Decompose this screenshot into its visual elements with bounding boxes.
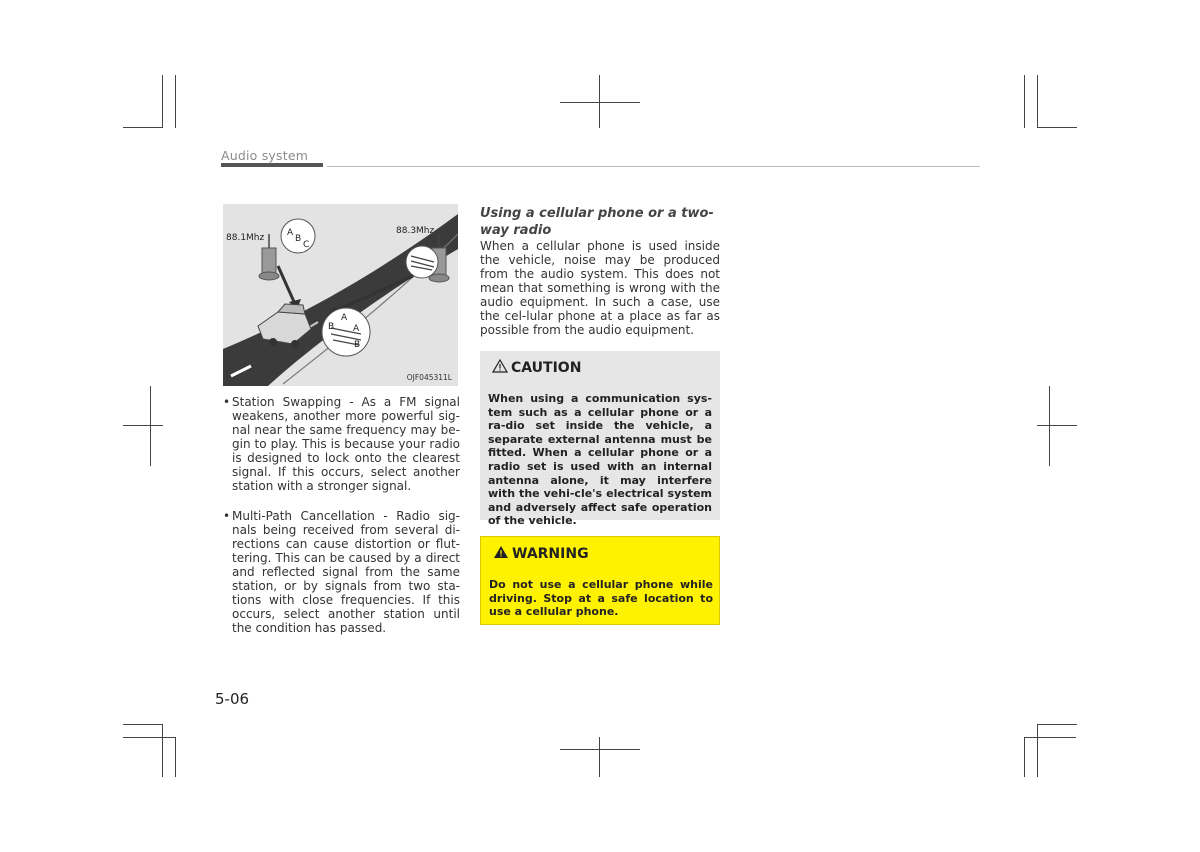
header-rule [327,166,980,167]
left-frequency-label: 88.1Mhz [226,233,265,243]
section-title: Using a cellular phone or a two-way radio [480,206,714,238]
warning-box [480,536,720,625]
bubble-letter: A [287,228,294,238]
bubble-letter: A [341,313,348,323]
radio-signal-illustration [223,204,458,386]
bullet-text: Multi-Path Cancellation - Radio sig-nals being received from several di-rections can cause distortion or flut-tering. This can be caused by a direct and reflected signal from the same station, or by signals from two sta-tions with close frequencies. If this occurs, select another station until the condition has passed. [232,509,460,635]
caution-box [480,351,720,528]
bubble-letter: A [353,324,360,334]
bubble-letter: C [303,240,310,250]
bubble-letter: B [295,234,302,244]
warning-text: Do not use a cellular phone while driving. Stop at a safe location to use a cellular phone. [489,578,713,619]
caution-text: When using a communication sys-tem such as a cellular phone or a ra-dio set inside the vehicle, a separate external antenna must be fitted. When a cellular phone or a radio set is used with an internal antenna alone, it may interfere with the vehi-cle's electrical system and adversely affect safe operation of the vehicle. [488,392,712,528]
header-accent-bar [221,163,323,167]
figure-code: OJF045311L [406,373,452,382]
caution-label: CAUTION [511,360,582,376]
bubble-letter: B [328,322,335,332]
caution-triangle-outline-icon [492,359,508,377]
bubble-letter: B [354,340,361,350]
warning-triangle-filled-icon [493,545,509,563]
warning-heading [493,545,589,563]
bullet-marker: • [223,509,231,523]
section-header: Audio system [221,148,309,163]
warning-label: WARNING [512,546,589,562]
bullet-marker: • [223,395,231,409]
right-frequency-label: 88.3Mhz [396,226,435,236]
bullet-text: Station Swapping - As a FM signal weakens, another more powerful sig-nal near the same frequency may be-gin to play. This is because your radio is designed to lock onto the clearest signal. If this occurs, select another station with a stronger signal. [232,395,460,493]
caution-heading [492,359,581,377]
body-paragraph: When a cellular phone is used inside the vehicle, noise may be produced from the audio system. This does not mean that something is wrong with the audio equipment. In such a case, use the cel-lular phone at a place as far as possible from the audio equipment. [480,239,720,337]
page-number: 5-06 [215,690,250,708]
